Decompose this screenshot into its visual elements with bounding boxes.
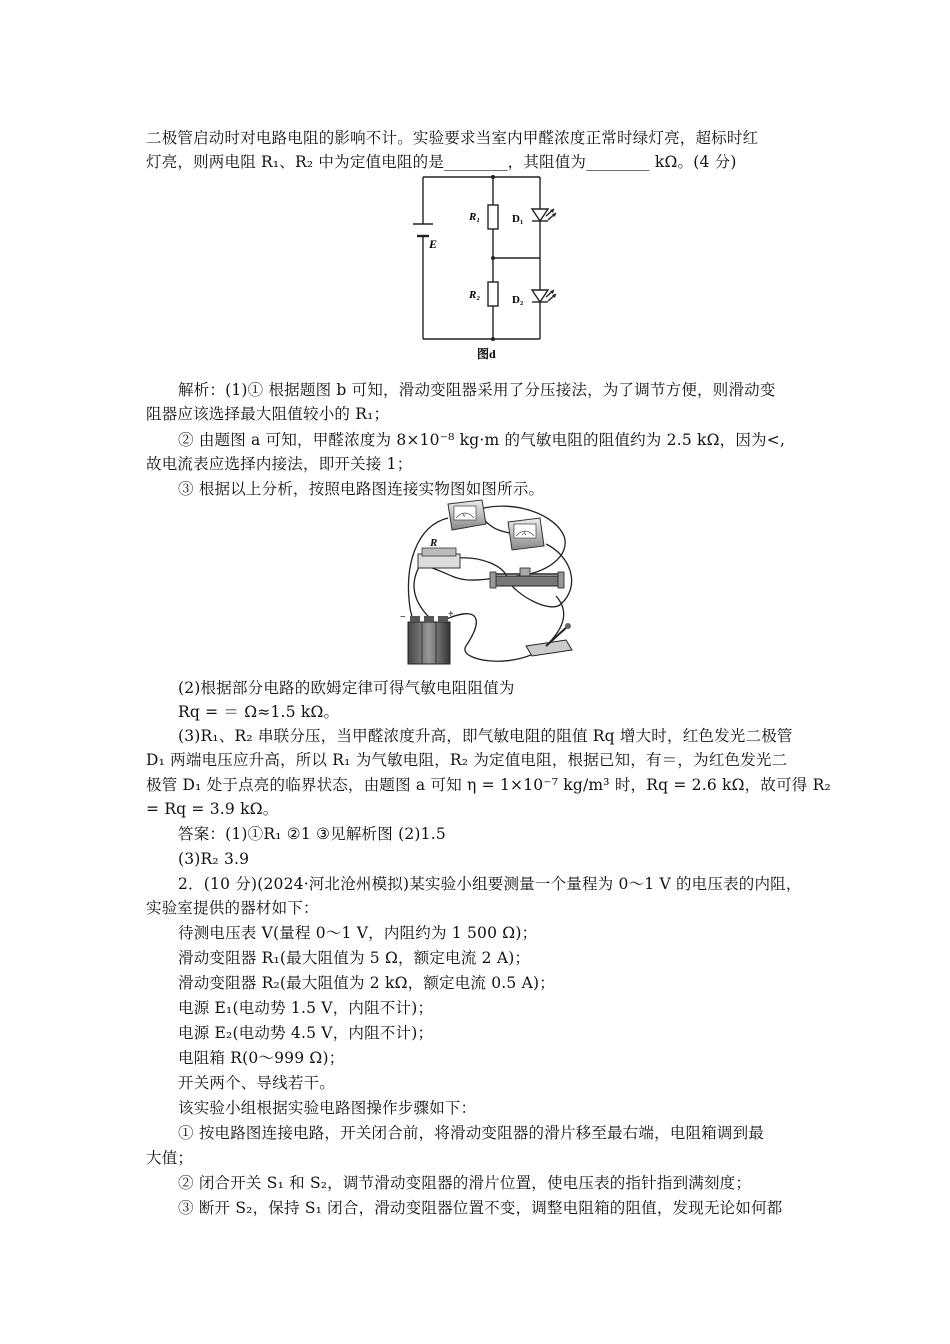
text-line: 实验室提供的器材如下：: [146, 899, 319, 917]
knife-switch: [526, 623, 572, 656]
answer-line: 答案：(1)①R₁ ②1 ③见解析图 (2)1.5: [178, 825, 446, 843]
list-item: 电源 E₂(电动势 4.5 V，内阻不计)；: [178, 1024, 434, 1042]
list-item: 开关两个、导线若干。: [178, 1074, 336, 1092]
question-line: 2．(10 分)(2024·河北沧州模拟)某实验小组要测量一个量程为 0～1 V 的电压表的内阻，: [178, 875, 802, 893]
text-line: 故电流表应选择内接法，即开关接 1；: [146, 455, 413, 473]
text-line: 极管 D₁ 处于点亮的临界状态，由题图 a 可知 η = 1×10⁻⁷ kg/m³ 时，Rq = 2.6 kΩ，故可得 R₂: [146, 776, 831, 794]
ammeter: [508, 518, 544, 550]
list-item: 滑动变阻器 R₁(最大阻值为 5 Ω，额定电流 2 A)；: [178, 949, 531, 967]
resistor-box: [418, 537, 460, 568]
circuit-diagram-d: [405, 172, 565, 364]
battery-label: E: [429, 237, 438, 251]
r1-label: R₁: [469, 211, 481, 223]
list-item: 电源 E₁(电动势 1.5 V，内阻不计)；: [178, 999, 434, 1017]
voltmeter-label: V: [462, 513, 467, 519]
text-line: ③ 根据以上分析，按照电路图连接实物图如图所示。: [178, 480, 545, 498]
ammeter-label: A: [522, 531, 527, 537]
step-line: ③ 断开 S₂，保持 S₁ 闭合，滑动变阻器位置不变，调整电阻箱的阻值，发现无论如何都: [178, 1199, 783, 1217]
text-line: ② 由题图 a 可知，甲醛浓度为 8×10⁻⁸ kg·m 的气敏电阻的阻值约为 2.5 kΩ，因为<,: [178, 431, 786, 449]
rheostat-label: R: [430, 537, 438, 549]
sliding-rheostat: [490, 568, 564, 588]
text-line: (3)R₁、R₂ 串联分压，当甲醛浓度升高，即气敏电阻的阻值 Rq 增大时，红色发光二极管: [178, 727, 793, 745]
text-line: 灯亮，则两电阻 R₁、R₂ 中为定值电阻的是________，其阻值为________ kΩ。(4 分): [146, 153, 737, 171]
text-line: 该实验小组根据实验电路图操作步骤如下：: [178, 1099, 477, 1117]
step-line: ① 按电路图连接电路，开关闭合前，将滑动变阻器的滑片移至最右端，电阻箱调到最: [178, 1124, 765, 1142]
list-item: 待测电压表 V(量程 0～1 V，内阻约为 1 500 Ω)；: [178, 924, 538, 942]
answer-line: (3)R₂ 3.9: [178, 850, 250, 868]
analysis-line: 解析：(1)① 根据题图 b 可知，滑动变阻器采用了分压接法，为了调节方便，则滑动变: [178, 381, 776, 399]
minus-label: −: [400, 612, 406, 623]
text-line: (2)根据部分电路的欧姆定律可得气敏电阻阻值为: [178, 679, 515, 697]
battery-pack: [400, 609, 454, 664]
d2-label: D₂: [512, 294, 524, 306]
wiring-figure: [396, 496, 586, 670]
text-line: D₁ 两端电压应升高，所以 R₁ 为气敏电阻，R₂ 为定值电阻，根据已知，有＝，为红色发光二: [146, 751, 788, 769]
d1-label: D₁: [512, 213, 524, 225]
text-line: 二极管启动时对电路电阻的影响不计。实验要求当室内甲醛浓度正常时绿灯亮，超标时红: [146, 129, 759, 147]
list-item: 电阻箱 R(0～999 Ω)；: [178, 1049, 345, 1067]
text-line: 阻器应该选择最大阻值较小的 R₁；: [146, 405, 390, 423]
text-line: 大值；: [146, 1149, 194, 1167]
text-line: = Rq = 3.9 kΩ。: [146, 800, 279, 818]
list-item: 滑动变阻器 R₂(最大阻值为 2 kΩ，额定电流 0.5 A)；: [178, 974, 555, 992]
voltmeter: [448, 500, 486, 530]
plus-label: +: [448, 609, 454, 620]
r2-label: R₂: [469, 289, 481, 301]
formula-line: Rq = ＝ Ω≈1.5 kΩ。: [178, 703, 340, 721]
figure-caption: 图d: [477, 347, 496, 361]
step-line: ② 闭合开关 S₁ 和 S₂，调节滑动变阻器的滑片位置，使电压表的指针指到满刻度；: [178, 1174, 752, 1192]
